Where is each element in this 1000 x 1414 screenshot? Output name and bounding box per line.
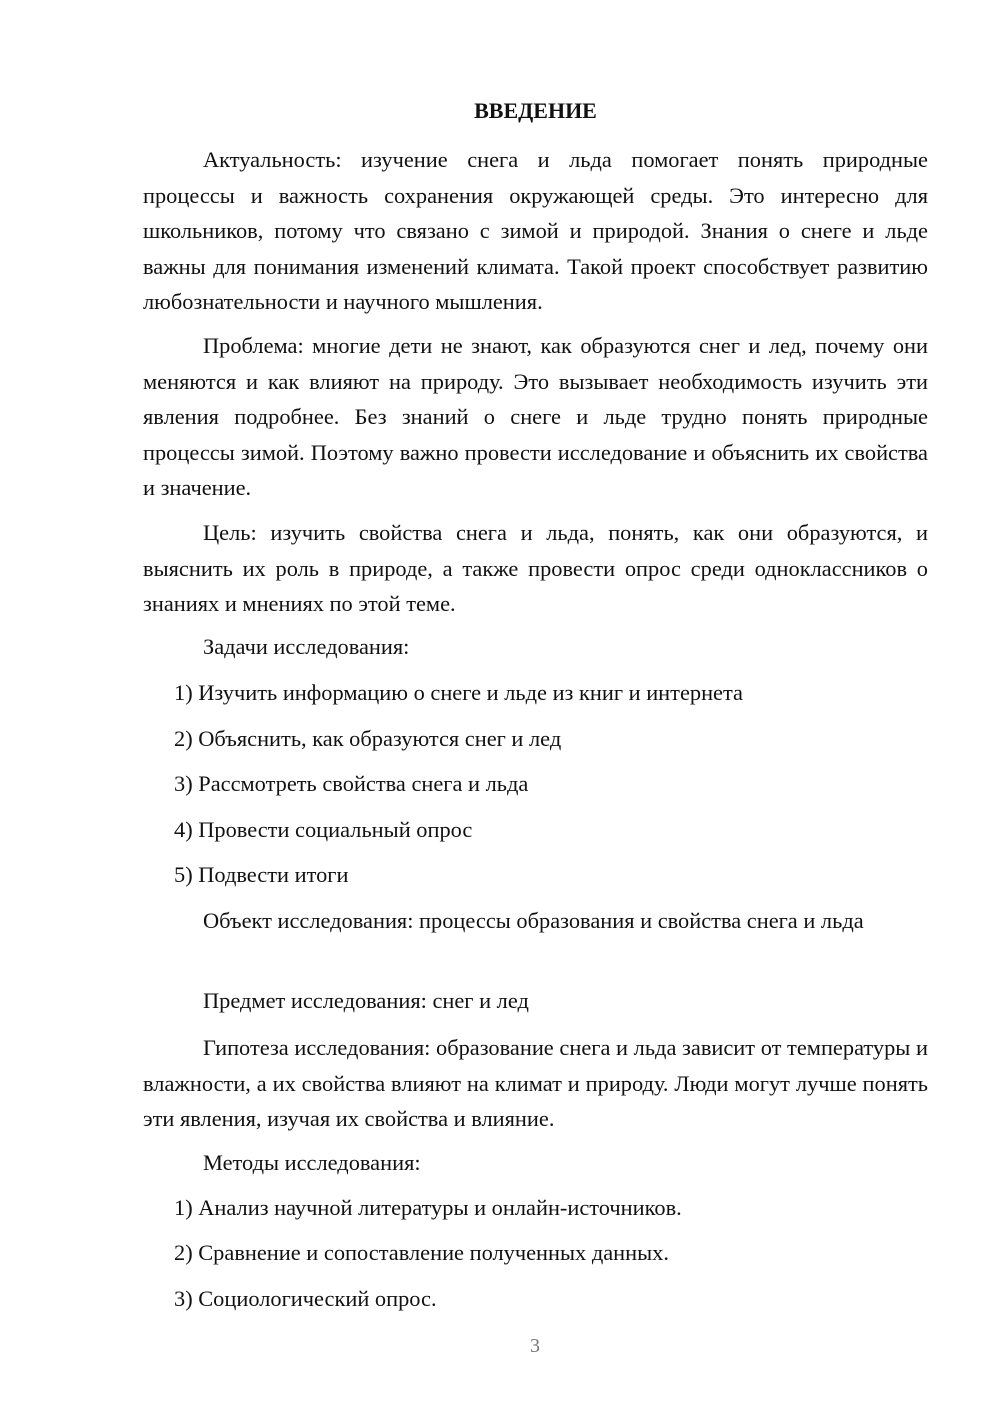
subject-line: Предмет исследования: снег и лед bbox=[203, 988, 529, 1013]
method-item-3: 3) Социологический опрос. bbox=[174, 1286, 437, 1311]
page-number: 3 bbox=[530, 1335, 540, 1357]
page-title: ВВЕДЕНИЕ bbox=[474, 98, 597, 123]
task-item-3: 3) Рассмотреть свойства снега и льда bbox=[174, 771, 529, 796]
method-item-1: 1) Анализ научной литературы и онлайн-источников. bbox=[174, 1195, 682, 1220]
paragraph-problem: Проблема: многие дети не знают, как образуются снег и лед, почему они меняются и как влияют на природу. Это вызывает необходимость изучить эти явления подробнее. Без знаний о снеге и льде трудно понять природные процессы зимой. Поэтому важно провести исследование и объяснить их свойства и значение. bbox=[143, 333, 928, 500]
task-item-1: 1) Изучить информацию о снеге и льде из книг и интернета bbox=[174, 680, 743, 705]
paragraph-hypothesis: Гипотеза исследования: образование снега и льда зависит от температуры и влажности, а их свойства влияют на климат и природу. Люди могут лучше понять эти явления, изучая их свойства и влияние. bbox=[143, 1035, 928, 1131]
paragraph-goal: Цель: изучить свойства снега и льда, понять, как они образуются, и выяснить их роль в природе, а также провести опрос среди одноклассников о знаниях и мнениях по этой теме. bbox=[143, 520, 928, 616]
task-item-2: 2) Объяснить, как образуются снег и лед bbox=[174, 726, 562, 751]
method-item-2: 2) Сравнение и сопоставление полученных данных. bbox=[174, 1240, 669, 1265]
methods-label: Методы исследования: bbox=[203, 1150, 421, 1175]
task-item-5: 5) Подвести итоги bbox=[174, 862, 349, 887]
paragraph-object: Объект исследования: процессы образования и свойства снега и льда bbox=[203, 908, 864, 933]
paragraph-relevance: Актуальность: изучение снега и льда помогает понять природные процессы и важность сохранения окружающей среды. Это интересно для школьников, потому что связано с зимой и природой. Знания о снеге и льде важны для понимания изменений климата. Такой проект способствует развитию любознательности и научного мышления. bbox=[143, 147, 928, 314]
task-item-4: 4) Провести социальный опрос bbox=[174, 817, 473, 842]
tasks-label: Задачи исследования: bbox=[203, 634, 410, 659]
